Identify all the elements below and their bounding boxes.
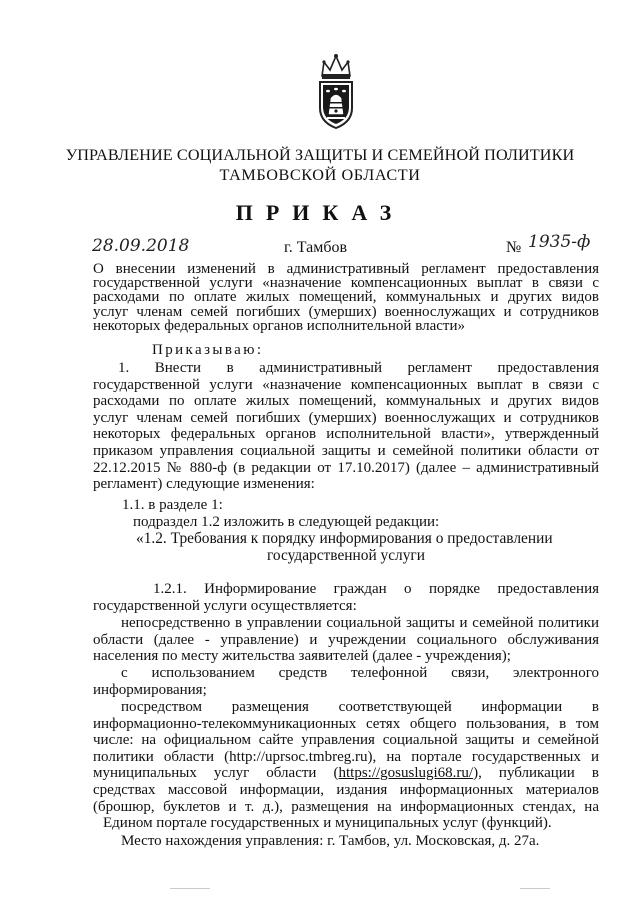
paragraph-line: информационно-телекоммуникационных сетях общего пользования, в том <box>93 715 599 732</box>
paragraph-line: Едином портале государственных и муниципальных услуг (функций). <box>103 815 552 832</box>
order-number: 1935-ф <box>528 232 591 252</box>
order-number-label: № <box>506 239 522 256</box>
paragraph-line: информирования; <box>93 681 207 698</box>
paragraph-line: некоторых федеральных органов исполнительной власти», утвержденный <box>93 426 599 443</box>
paragraph-line: 1. Внести в административный регламент предоставления <box>118 360 599 376</box>
paragraph-line: расходами по оплате жилых помещений, коммунальных и других видов <box>93 393 599 410</box>
subject-line: государственной услуги «назначение компенсационных выплат в связи с <box>93 275 599 292</box>
order-command: Приказываю: <box>152 342 264 358</box>
paragraph-line: области (далее - управление) и учреждении социального обслуживания <box>93 631 599 648</box>
paragraph-phone <box>93 665 599 698</box>
subject-line: некоторых федеральных органов исполнительной власти» <box>93 317 465 334</box>
paragraph-line: 1.2.1. Информирование граждан о порядке предоставления <box>153 581 599 597</box>
paragraph-posting <box>93 699 599 832</box>
paragraph-1-2-1 <box>93 581 599 614</box>
paragraph-line: средствах массовой информации, издания информационных материалов <box>93 781 599 798</box>
subsection-1-2-instruction: подраздел 1.2 изложить в следующей редакции: <box>133 514 440 530</box>
order-date: 28.09.2018 <box>92 236 190 256</box>
subsection-1-2-title: «1.2. Требования к порядку информирования о предоставлении <box>136 530 553 547</box>
paragraph-line: 22.12.2015 № 880-ф (в редакции от 17.10.2017) (далее – административный <box>93 459 599 476</box>
document-title: ПРИКАЗ <box>235 200 405 225</box>
paragraph-line: (брошюр, буклетов и т. д.), размещения на информационных стендах, на <box>93 798 599 815</box>
paragraph-line: регламент) следующие изменения: <box>93 476 315 493</box>
paragraph-direct <box>93 615 599 665</box>
gosuslugi-link[interactable]: https://gosuslugi68.ru/ <box>338 765 474 782</box>
paragraph-line: числе: на официальном сайте управления социальной защиты и семейной <box>93 732 599 749</box>
paragraph-line: услуг членам семей погибших (умерших) военнослужащих и сотрудников <box>93 409 599 426</box>
subsection-1-2-title-cont: государственной услуги <box>267 547 425 564</box>
organization-name-line-1: УПРАВЛЕНИЕ СОЦИАЛЬНОЙ ЗАЩИТЫ И СЕМЕЙНОЙ ПОЛИТИКИ <box>65 146 575 164</box>
paragraph-line: приказом управления социальной защиты и семейной политики области от <box>93 442 599 459</box>
scan-artifact <box>170 888 210 889</box>
paragraph-line: непосредственно в управлении социальной защиты и семейной политики <box>121 615 599 631</box>
city-name: г. Тамбов <box>284 239 348 256</box>
scan-artifact <box>520 888 550 889</box>
subject-line: О внесении изменений в административный регламент предоставления <box>93 261 599 277</box>
paragraph-line: с использованием средств телефонной связи, электронного <box>121 665 599 681</box>
paragraph-1 <box>93 360 599 493</box>
paragraph-line: государственной услуги «назначение компенсационных выплат в связи с <box>93 376 599 393</box>
subject-line: расходами по оплате жилых помещений, коммунальных и других видов <box>93 289 599 306</box>
paragraph-line: населения по месту жительства заявителей (далее - учреждения); <box>93 648 511 665</box>
text-fragment: ), публикации в <box>473 765 599 782</box>
office-location: Место нахождения управления: г. Тамбов, ул. Московская, д. 27а. <box>121 833 540 849</box>
paragraph-line: политики области (http://uprsoc.tmbreg.ru), на портале государственных и <box>93 748 599 765</box>
order-subject <box>93 262 599 333</box>
paragraph-line: государственной услуги осуществляется: <box>93 597 357 614</box>
coat-of-arms-emblem <box>314 52 358 130</box>
section-1-1: 1.1. в разделе 1: <box>122 497 223 513</box>
subject-line: услуг членам семей погибших (умерших) военнослужащих и сотрудников <box>93 303 599 320</box>
organization-name-line-2: ТАМБОВСКОЙ ОБЛАСТИ <box>219 166 421 184</box>
paragraph-line: посредством размещения соответствующей информации в <box>121 699 599 715</box>
paragraph-line <box>93 765 599 782</box>
text-fragment: муниципальных услуг области ( <box>93 765 339 782</box>
